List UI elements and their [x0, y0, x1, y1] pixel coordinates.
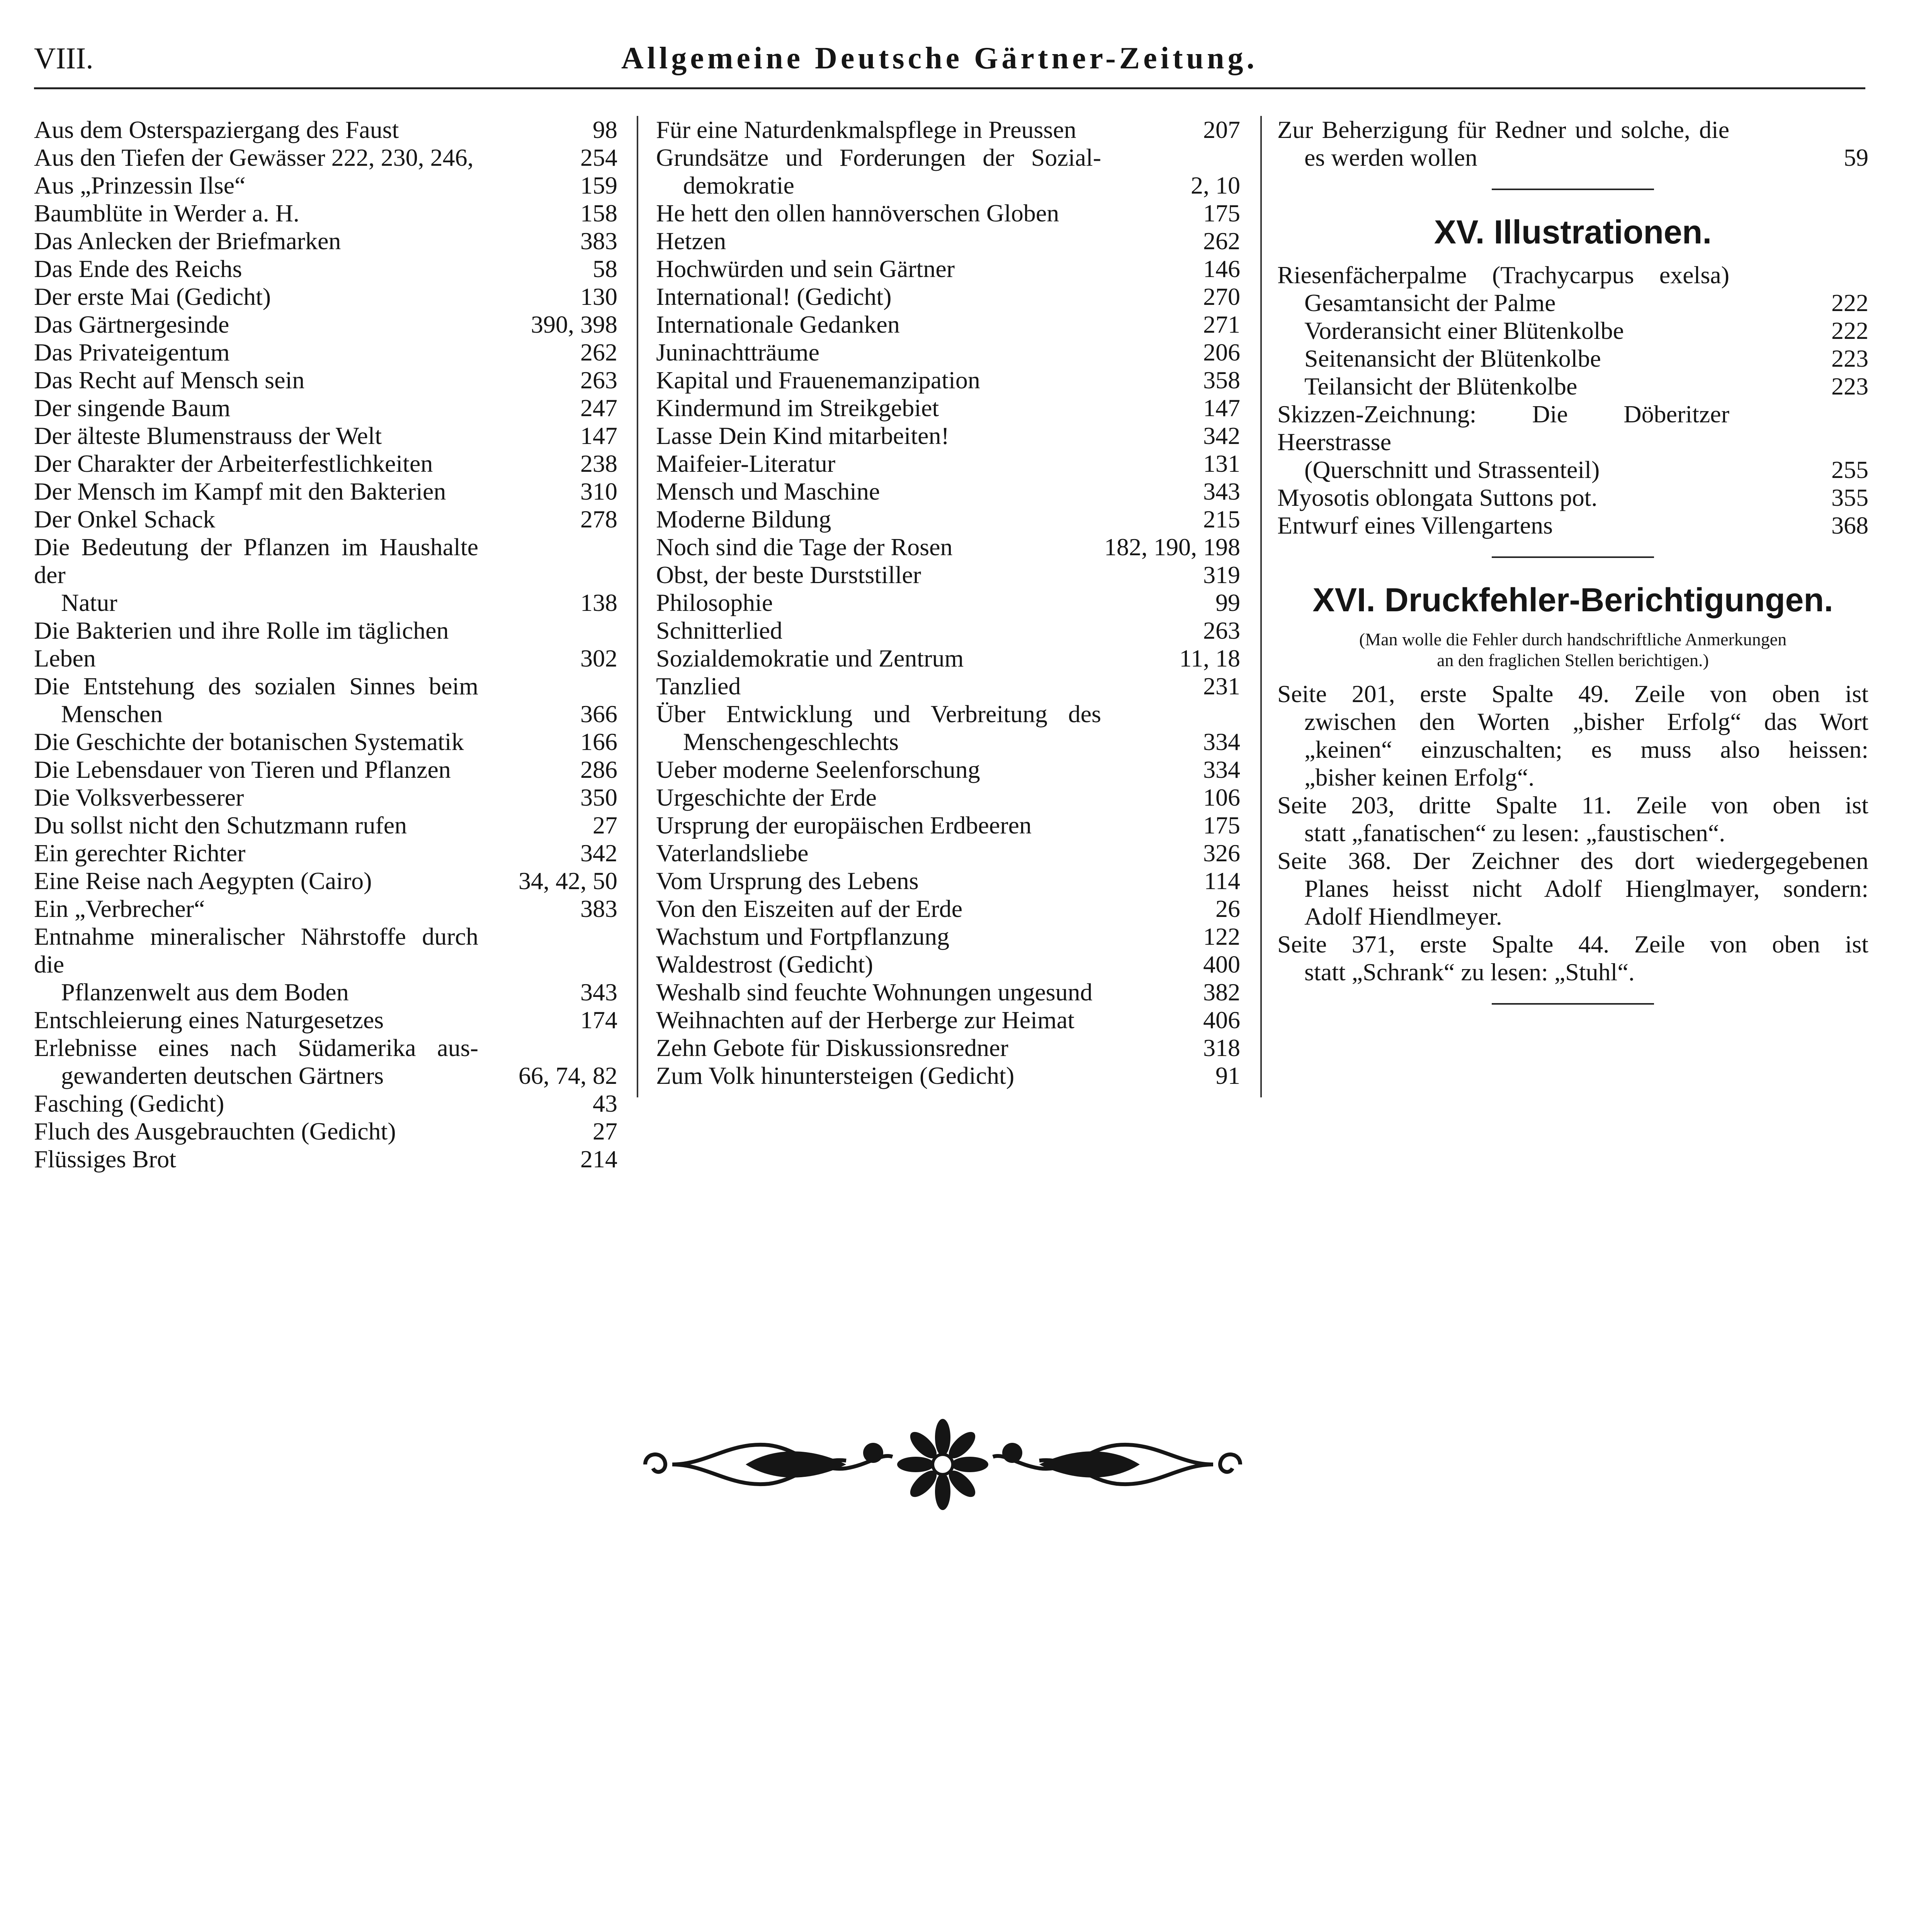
- index-entry: [34, 116, 617, 144]
- errata-line: zwischen den Worten „bisher Erfolg“ das Wort: [1304, 708, 1868, 735]
- section-title-errata: XVI. Druckfehler-Berichtigungen.: [1312, 582, 1833, 619]
- index-entry: [34, 895, 617, 923]
- entry-title: es werden wollen: [1304, 144, 1477, 171]
- entry-page: 342: [580, 839, 617, 867]
- entry-page: 222: [1831, 289, 1868, 316]
- entry-title: Das Recht auf Mensch sein: [34, 366, 305, 394]
- entry-page: 390, 398: [531, 311, 617, 338]
- index-entry: [34, 1062, 617, 1090]
- index-entry: [34, 756, 617, 784]
- entry-page: 383: [580, 227, 617, 255]
- index-entry: [1277, 116, 1868, 144]
- page-header: [34, 37, 1865, 83]
- entry-page: 43: [593, 1090, 617, 1117]
- entry-page: 11, 18: [1179, 645, 1240, 672]
- entry-page: 223: [1831, 345, 1868, 372]
- index-entry: [656, 394, 1240, 422]
- entry-title: Aus „Prinzessin Ilse“: [34, 172, 246, 199]
- entry-title: Juninachtträume: [656, 338, 819, 366]
- index-entry: [34, 1117, 617, 1145]
- entry-title: He hett den ollen hannöverschen Globen: [656, 199, 1059, 227]
- entry-page: 147: [580, 422, 617, 449]
- entry-title: Ein gerechter Richter: [34, 839, 246, 867]
- entry-page: 254: [580, 144, 617, 171]
- entry-title: Noch sind die Tage der Rosen: [656, 533, 953, 561]
- entry-page: 368: [1831, 512, 1868, 539]
- entry-title: Aus den Tiefen der Gewässer 222, 230, 246,: [34, 144, 474, 171]
- entry-title: Über Entwicklung und Verbreitung des: [656, 700, 1101, 728]
- entry-page: 182, 190, 198: [1104, 533, 1240, 561]
- errata-line: Seite 368. Der Zeichner des dort wiedergegebenen: [1277, 847, 1868, 874]
- entry-title: Weihnachten auf der Herberge zur Heimat: [656, 1006, 1074, 1034]
- entry-title: Weshalb sind feuchte Wohnungen ungesund: [656, 978, 1093, 1006]
- errata-line: Adolf Hiendlmeyer.: [1304, 903, 1502, 930]
- entry-title: Die Entstehung des sozialen Sinnes beim: [34, 672, 478, 700]
- errata-item: [1277, 791, 1868, 847]
- entry-title: Der älteste Blumenstrauss der Welt: [34, 422, 382, 449]
- entry-page: 214: [580, 1145, 617, 1173]
- entry-page: 366: [580, 700, 617, 728]
- entry-page: 91: [1215, 1062, 1240, 1089]
- index-entry: [34, 672, 617, 700]
- entry-title: Menschengeschlechts: [683, 728, 899, 755]
- entry-page: 2, 10: [1191, 172, 1240, 199]
- errata-line: Seite 201, erste Spalte 49. Zeile von oben ist: [1277, 680, 1868, 707]
- entry-page: 318: [1203, 1034, 1240, 1061]
- index-column-2: [656, 116, 1240, 1090]
- index-entry: [656, 895, 1240, 923]
- page-number: VIII.: [34, 41, 93, 75]
- entry-page: 334: [1203, 756, 1240, 783]
- index-entry: [656, 728, 1240, 756]
- entry-title: Baumblüte in Werder a. H.: [34, 199, 299, 227]
- entry-title: Vom Ursprung des Lebens: [656, 867, 919, 895]
- index-entry: [656, 199, 1240, 227]
- index-entry: [656, 811, 1240, 839]
- entry-page: 138: [580, 589, 617, 616]
- index-entry: [34, 533, 617, 589]
- index-entry: [34, 227, 617, 255]
- column-3-top-entries: [1277, 116, 1868, 172]
- index-entry: [34, 478, 617, 505]
- entry-title: Flüssiges Brot: [34, 1145, 177, 1173]
- index-entry: [1277, 289, 1868, 317]
- entry-title: Hochwürden und sein Gärtner: [656, 255, 955, 282]
- entry-title: International! (Gedicht): [656, 283, 892, 310]
- index-entry: [34, 255, 617, 283]
- entry-page: 147: [1203, 394, 1240, 422]
- entry-title: Riesenfächerpalme (Trachycarpus exelsa): [1277, 261, 1729, 289]
- entry-page: 206: [1203, 338, 1240, 366]
- entry-title: Das Anlecken der Briefmarken: [34, 227, 341, 255]
- index-entry: [656, 227, 1240, 255]
- index-entry: [656, 283, 1240, 311]
- index-entry: [34, 617, 617, 672]
- errata-line: statt „Schrank“ zu lesen: „Stuhl“.: [1304, 958, 1635, 986]
- entry-page: 263: [580, 366, 617, 394]
- entry-title: Die Bedeutung der Pflanzen im Haushalte der: [34, 533, 478, 588]
- index-entry: [1277, 345, 1868, 372]
- index-entry: [656, 311, 1240, 338]
- index-entry: [1277, 261, 1868, 289]
- entry-title: Tanzlied: [656, 672, 741, 700]
- index-entry: [34, 867, 617, 895]
- errata-line: „bisher keinen Erfolg“.: [1304, 764, 1535, 791]
- index-entry: [656, 366, 1240, 394]
- entry-page: 58: [593, 255, 617, 282]
- errata-item: [1277, 680, 1868, 791]
- entry-title: Lasse Dein Kind mitarbeiten!: [656, 422, 949, 449]
- entry-title: Die Volksverbesserer: [34, 784, 244, 811]
- entry-page: 334: [1203, 728, 1240, 755]
- entry-page: 114: [1204, 867, 1240, 895]
- index-entry: [656, 505, 1240, 533]
- index-column-3: [1277, 116, 1868, 1026]
- index-entry: [656, 1006, 1240, 1034]
- entry-page: 238: [580, 450, 617, 477]
- entry-page: 270: [1203, 283, 1240, 310]
- entry-page: 27: [593, 1117, 617, 1145]
- index-entry: [656, 172, 1240, 199]
- entry-page: 66, 74, 82: [518, 1062, 617, 1089]
- entry-page: 406: [1203, 1006, 1240, 1034]
- entry-page: 382: [1203, 978, 1240, 1006]
- index-entry: [34, 366, 617, 394]
- header-rule: [34, 87, 1865, 89]
- index-entry: [656, 756, 1240, 784]
- index-entry: [656, 478, 1240, 505]
- index-entry: [34, 978, 617, 1006]
- entry-page: 99: [1215, 589, 1240, 616]
- entry-page: 355: [1831, 484, 1868, 511]
- entry-page: 231: [1203, 672, 1240, 700]
- entry-title: Kapital und Frauenemanzipation: [656, 366, 980, 394]
- entry-page: 59: [1844, 144, 1868, 171]
- index-entry: [34, 1034, 617, 1062]
- entry-page: 326: [1203, 839, 1240, 867]
- index-entry: [656, 255, 1240, 283]
- index-entry: [656, 839, 1240, 867]
- entry-title: Du sollst nicht den Schutzmann rufen: [34, 811, 407, 839]
- entry-title: Skizzen-Zeichnung: Die Döberitzer Heerstrasse: [1277, 400, 1729, 456]
- index-entry: [34, 311, 617, 338]
- index-entry: [656, 589, 1240, 617]
- index-entry: [34, 1145, 617, 1173]
- entry-title: Vorderansicht einer Blütenkolbe: [1304, 317, 1624, 344]
- index-entry: [34, 839, 617, 867]
- entry-page: 222: [1831, 317, 1868, 344]
- column-separator: [637, 116, 638, 1097]
- index-column-1: [34, 116, 617, 1173]
- index-entry: [1277, 484, 1868, 512]
- entry-title: Vaterlandsliebe: [656, 839, 809, 867]
- entry-page: 255: [1831, 456, 1868, 483]
- errata-line: statt „fanatischen“ zu lesen: „faustischen“.: [1304, 819, 1725, 847]
- entry-title: Eine Reise nach Aegypten (Cairo): [34, 867, 372, 895]
- entry-page: 358: [1203, 366, 1240, 394]
- entry-page: 286: [580, 756, 617, 783]
- index-entry: [1277, 372, 1868, 400]
- entry-page: 302: [580, 645, 617, 672]
- entry-title: Sozialdemokratie und Zentrum: [656, 645, 964, 672]
- entry-page: 262: [1203, 227, 1240, 255]
- entry-title: Philosophie: [656, 589, 773, 616]
- entry-title: Teilansicht der Blütenkolbe: [1304, 372, 1578, 400]
- entry-title: demokratie: [683, 172, 794, 199]
- entry-title: (Querschnitt und Strassenteil): [1304, 456, 1600, 483]
- entry-title: Das Privateigentum: [34, 338, 230, 366]
- index-entry: [656, 867, 1240, 895]
- entry-page: 278: [580, 505, 617, 533]
- entry-title: Urgeschichte der Erde: [656, 784, 877, 811]
- entry-title: Fasching (Gedicht): [34, 1090, 224, 1117]
- errata-line: „keinen“ einzuschalten; es muss also heissen:: [1304, 736, 1868, 763]
- entry-title: Entwurf eines Villengartens: [1277, 512, 1553, 539]
- entry-page: 215: [1203, 505, 1240, 533]
- index-entry: [34, 505, 617, 533]
- entry-title: Menschen: [61, 700, 163, 728]
- entry-title: Das Gärtnergesinde: [34, 311, 229, 338]
- entry-title: Natur: [61, 589, 117, 616]
- errata-note: [1277, 629, 1868, 671]
- errata-note-line: an den fraglichen Stellen berichtigen.): [1437, 650, 1709, 670]
- entry-title: Der Charakter der Arbeiterfestlichkeiten: [34, 450, 433, 477]
- entry-page: 174: [580, 1006, 617, 1034]
- index-entry: [34, 283, 617, 311]
- entry-page: 343: [580, 978, 617, 1006]
- index-entry: [34, 172, 617, 199]
- entry-title: Der erste Mai (Gedicht): [34, 283, 271, 310]
- entry-page: 34, 42, 50: [518, 867, 617, 895]
- index-entry: [34, 144, 617, 172]
- entry-title: Wachstum und Fortpflanzung: [656, 923, 950, 950]
- index-entry: [656, 338, 1240, 366]
- index-entry: [656, 617, 1240, 645]
- index-entry: [656, 1034, 1240, 1062]
- entry-title: Der Onkel Schack: [34, 505, 216, 533]
- entry-title: Zur Beherzigung für Redner und solche, die: [1277, 116, 1729, 143]
- entry-page: 350: [580, 784, 617, 811]
- entry-title: Zum Volk hinuntersteigen (Gedicht): [656, 1062, 1015, 1089]
- entry-page: 343: [1203, 478, 1240, 505]
- index-entry: [656, 116, 1240, 144]
- entry-page: 122: [1203, 923, 1240, 950]
- entry-title: Für eine Naturdenkmalspflege in Preussen: [656, 116, 1076, 143]
- index-entry: [34, 338, 617, 366]
- entry-page: 262: [580, 338, 617, 366]
- errata-note-line: (Man wolle die Fehler durch handschriftliche Anmerkungen: [1359, 629, 1787, 649]
- index-entry: [656, 923, 1240, 951]
- entry-title: gewanderten deutschen Gärtners: [61, 1062, 384, 1089]
- entry-page: 400: [1203, 951, 1240, 978]
- index-entry: [656, 700, 1240, 728]
- entry-title: Moderne Bildung: [656, 505, 831, 533]
- section-rule: [1492, 1003, 1654, 1005]
- entry-title: Pflanzenwelt aus dem Boden: [61, 978, 349, 1006]
- entry-title: Erlebnisse eines nach Südamerika aus-: [34, 1034, 478, 1061]
- entry-title: Der singende Baum: [34, 394, 231, 422]
- entry-page: 131: [1203, 450, 1240, 477]
- index-entry: [656, 533, 1240, 561]
- entry-title: Grundsätze und Forderungen der Sozial-: [656, 144, 1101, 171]
- entry-title: Hetzen: [656, 227, 726, 255]
- entry-title: Entnahme mineralischer Nährstoffe durch die: [34, 923, 478, 978]
- entry-page: 175: [1203, 199, 1240, 227]
- entry-page: 319: [1203, 561, 1240, 588]
- index-entry: [656, 422, 1240, 450]
- index-entry: [34, 700, 617, 728]
- index-entry: [656, 672, 1240, 700]
- index-entry: [1277, 317, 1868, 345]
- index-entry: [1277, 144, 1868, 172]
- index-entry: [656, 784, 1240, 811]
- entry-title: Kindermund im Streikgebiet: [656, 394, 939, 422]
- section-rule: [1492, 189, 1654, 190]
- entry-page: 271: [1203, 311, 1240, 338]
- entry-page: 158: [580, 199, 617, 227]
- index-entry: [34, 784, 617, 811]
- index-entry: [34, 811, 617, 839]
- index-entry: [34, 728, 617, 756]
- entry-page: 263: [1203, 617, 1240, 644]
- entry-page: 207: [1203, 116, 1240, 143]
- index-entry: [656, 978, 1240, 1006]
- errata-line: Seite 371, erste Spalte 44. Zeile von oben ist: [1277, 930, 1868, 958]
- entry-page: 130: [580, 283, 617, 310]
- entry-title: Ueber moderne Seelenforschung: [656, 756, 980, 783]
- entry-title: Zehn Gebote für Diskussionsredner: [656, 1034, 1008, 1061]
- entry-page: 159: [580, 172, 617, 199]
- entry-title: Waldestrost (Gedicht): [656, 951, 873, 978]
- index-entry: [656, 951, 1240, 978]
- index-entry: [34, 589, 617, 617]
- entry-title: Entschleierung eines Naturgesetzes: [34, 1006, 384, 1034]
- entry-title: Fluch des Ausgebrauchten (Gedicht): [34, 1117, 396, 1145]
- errata-list: [1277, 680, 1868, 986]
- entry-page: 175: [1203, 811, 1240, 839]
- entry-title: Ursprung der europäischen Erdbeeren: [656, 811, 1032, 839]
- index-entry: [1277, 400, 1868, 456]
- index-entry: [656, 1062, 1240, 1090]
- entry-page: 27: [593, 811, 617, 839]
- errata-item: [1277, 847, 1868, 930]
- entry-page: 310: [580, 478, 617, 505]
- index-entry: [34, 450, 617, 478]
- illustrations-list: [1277, 261, 1868, 539]
- entry-title: Schnitterlied: [656, 617, 783, 644]
- section-rule: [1492, 556, 1654, 558]
- entry-title: Von den Eiszeiten auf der Erde: [656, 895, 963, 922]
- entry-page: 342: [1203, 422, 1240, 449]
- index-entry: [656, 561, 1240, 589]
- errata-item: [1277, 930, 1868, 986]
- entry-page: 26: [1215, 895, 1240, 922]
- index-entry: [34, 422, 617, 450]
- index-entry: [34, 394, 617, 422]
- entry-title: Die Geschichte der botanischen Systematik: [34, 728, 464, 755]
- index-entry: [656, 144, 1240, 172]
- entry-title: Die Bakterien und ihre Rolle im täglichen Leben: [34, 617, 449, 672]
- entry-title: Der Mensch im Kampf mit den Bakterien: [34, 478, 446, 505]
- ornament-vignette: [630, 1410, 1256, 1519]
- errata-line: Seite 203, dritte Spalte 11. Zeile von oben ist: [1277, 791, 1868, 819]
- index-entry: [656, 645, 1240, 672]
- section-title-illustrations: XV. Illustrationen.: [1434, 214, 1712, 251]
- entry-title: Ein „Verbrecher“: [34, 895, 205, 922]
- index-entry: [1277, 512, 1868, 539]
- index-entry: [34, 199, 617, 227]
- entry-page: 98: [593, 116, 617, 143]
- entry-title: Die Lebensdauer von Tieren und Pflanzen: [34, 756, 451, 783]
- entry-title: Das Ende des Reichs: [34, 255, 242, 282]
- errata-line: Planes heisst nicht Adolf Hienglmayer, sondern:: [1304, 875, 1868, 902]
- index-entry: [34, 923, 617, 978]
- entry-page: 223: [1831, 372, 1868, 400]
- entry-page: 247: [580, 394, 617, 422]
- entry-title: Gesamtansicht der Palme: [1304, 289, 1556, 316]
- entry-title: Aus dem Osterspaziergang des Faust: [34, 116, 399, 143]
- index-entry: [34, 1090, 617, 1117]
- entry-page: 146: [1203, 255, 1240, 282]
- index-entry: [1277, 456, 1868, 484]
- entry-title: Myosotis oblongata Suttons pot.: [1277, 484, 1598, 511]
- entry-page: 106: [1203, 784, 1240, 811]
- entry-page: 383: [580, 895, 617, 922]
- entry-page: 166: [580, 728, 617, 755]
- entry-title: Seitenansicht der Blütenkolbe: [1304, 345, 1601, 372]
- index-entry: [656, 450, 1240, 478]
- entry-title: Obst, der beste Durststiller: [656, 561, 921, 588]
- column-separator: [1260, 116, 1262, 1097]
- index-entry: [34, 1006, 617, 1034]
- entry-title: Internationale Gedanken: [656, 311, 900, 338]
- entry-title: Mensch und Maschine: [656, 478, 880, 505]
- entry-title: Maifeier-Literatur: [656, 450, 836, 477]
- journal-title: Allgemeine Deutsche Gärtner-Zeitung.: [621, 41, 1258, 75]
